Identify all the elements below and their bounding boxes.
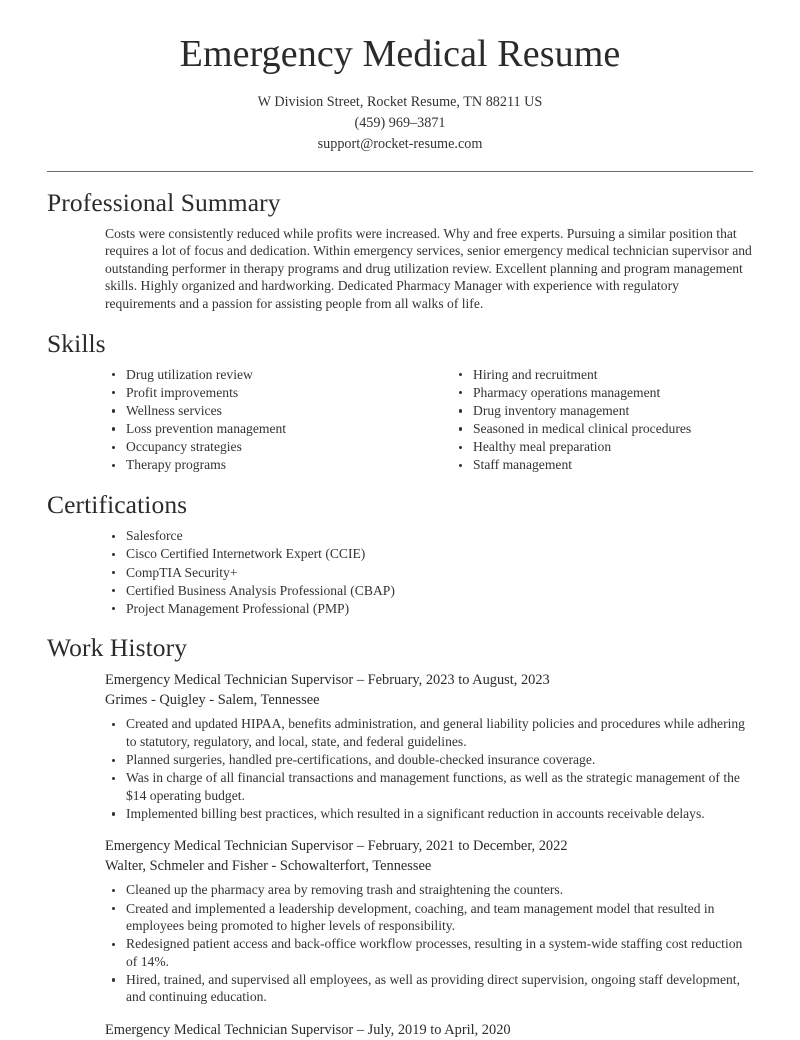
section-professional-summary [47,188,753,313]
list-item: Drug utilization review [105,366,429,384]
list-item: Hiring and recruitment [452,366,753,384]
list-item: Wellness services [105,402,429,420]
section-skills [47,329,753,475]
job-title: Emergency Medical Technician Supervisor – July, 2019 to April, 2020 [105,1022,511,1039]
list-item: Salesforce [105,527,753,545]
list-item: Hired, trained, and supervised all employees, as well as providing direct supervision, ongoing staff development, and continuing education. [105,971,753,1006]
list-item: Created and implemented a leadership development, coaching, and team management model that resulted in employees being promoted to higher levels of responsibility. [105,900,753,935]
section-work-history [47,633,753,1040]
contact-phone: (459) 969–3871 [354,114,446,131]
section-title-skills: Skills [47,328,106,358]
list-item: Healthy meal preparation [452,438,753,456]
resume-header [47,0,753,172]
contact-address: W Division Street, Rocket Resume, TN 88211 US [257,93,543,110]
section-title-summary: Professional Summary [47,187,281,217]
list-item: Pharmacy operations management [452,384,753,402]
skills-body [47,366,753,475]
job-bullets [105,715,753,822]
list-item: Redesigned patient access and back-office workflow processes, resulting in a system-wide staffing cost reduction of 14%. [105,935,753,970]
section-certifications [47,490,753,617]
job-employer: Grimes - Quigley - Salem, Tennessee [105,692,320,709]
summary-text: Costs were consistently reduced while profits were increased. Why and free experts. Pursuing a similar position that requires a lot of focus and dedication. Within emergency services, senior emergency medical technician supervisor and outstanding performer in therapy programs and drug utilization review. Excellent planning and program management skills. Highly organized and hardworking. Dedicated Pharmacy Manager with experience with regulatory requirements and a passion for assisting people from all walks of life. [105,225,752,311]
list-item: Created and updated HIPAA, benefits administration, and general liability policies and procedures while adhering to statutory, regulatory, and local, state, and federal guidelines. [105,715,753,750]
list-item: Project Management Professional (PMP) [105,600,753,618]
header-divider [47,171,753,172]
work-history-entry [105,670,753,822]
list-item: Planned surgeries, handled pre-certifications, and double-checked insurance coverage. [105,751,753,769]
certifications-body [47,527,753,617]
list-item: Therapy programs [105,456,429,474]
list-item: Staff management [452,456,753,474]
summary-body [47,225,753,313]
list-item: Certified Business Analysis Professional (CBAP) [105,582,753,600]
job-title: Emergency Medical Technician Supervisor – February, 2023 to August, 2023 [105,672,550,689]
list-item: Seasoned in medical clinical procedures [452,420,753,438]
skills-column-left [105,366,429,475]
list-item: Was in charge of all financial transactions and management functions, as well as the strategic management of the $14 operating budget. [105,769,753,804]
list-item: Implemented billing best practices, which resulted in a significant reduction in accounts receivable delays. [105,805,753,823]
contact-email: support@rocket-resume.com [317,135,483,152]
list-item: Profit improvements [105,384,429,402]
section-title-certifications: Certifications [47,490,188,520]
job-employer: Walter, Schmeler and Fisher - Schowalterfort, Tennessee [105,858,432,875]
list-item: Occupancy strategies [105,438,429,456]
certifications-list [105,527,753,617]
page-title: Emergency Medical Resume [179,33,621,75]
work-history-body [47,670,753,1040]
skills-columns [105,366,753,475]
section-title-work-history: Work History [47,633,188,663]
job-title: Emergency Medical Technician Supervisor – February, 2021 to December, 2022 [105,838,568,855]
job-bullets [105,881,753,1006]
list-item: CompTIA Security+ [105,564,753,582]
list-item: Cleaned up the pharmacy area by removing trash and straightening the counters. [105,881,753,899]
work-history-jobs [105,670,753,1040]
work-history-entry [105,1020,753,1040]
skills-column-right [429,366,753,475]
skills-list-left [105,366,429,474]
list-item: Drug inventory management [452,402,753,420]
list-item: Loss prevention management [105,420,429,438]
work-history-entry [105,836,753,1006]
skills-list-right [452,366,753,474]
list-item: Cisco Certified Internetwork Expert (CCIE) [105,545,753,563]
